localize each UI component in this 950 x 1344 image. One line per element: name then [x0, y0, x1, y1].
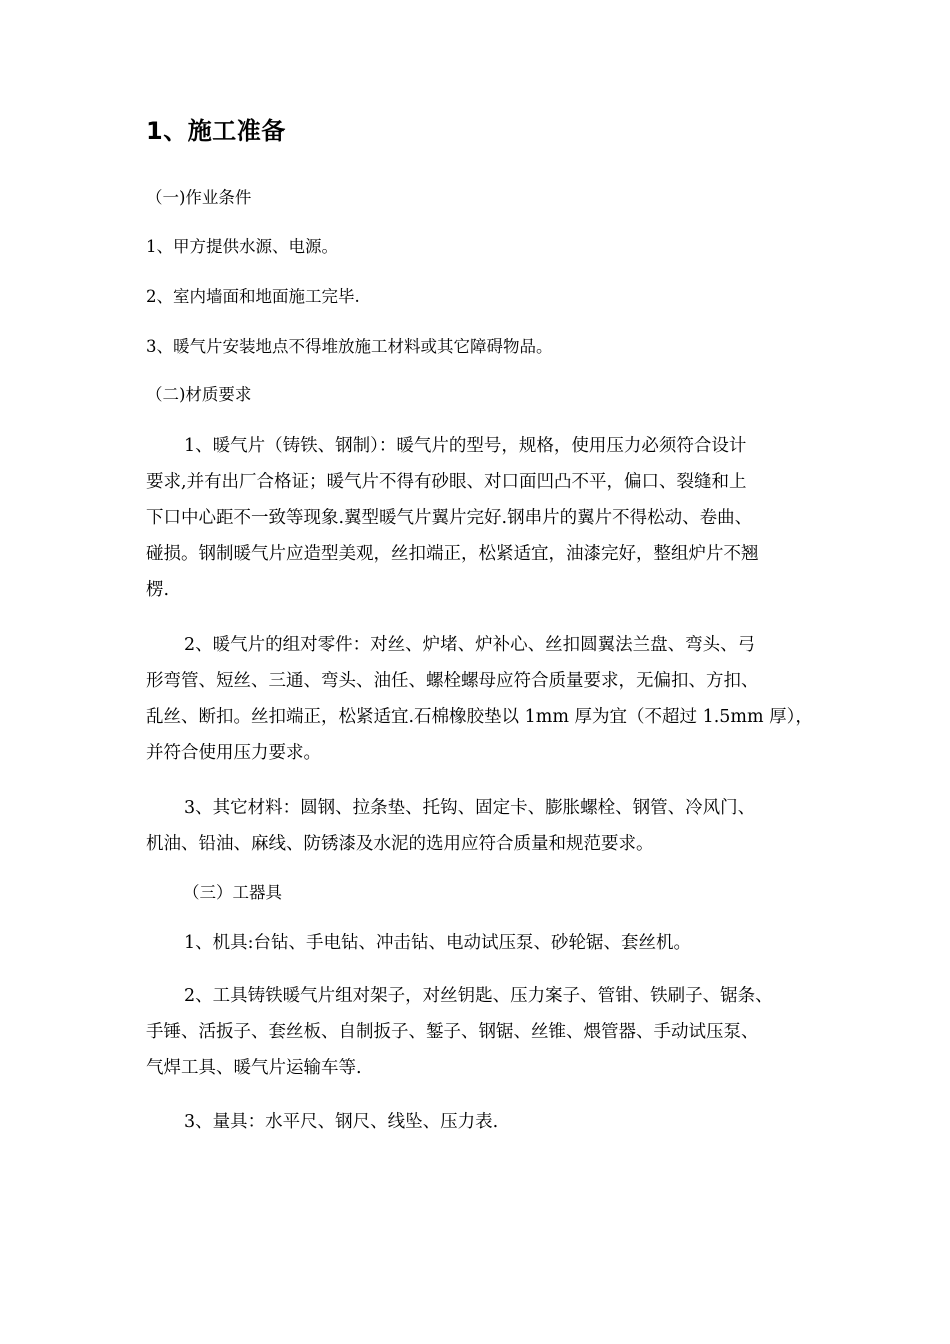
- condition-item: 3、暖气片安装地点不得堆放施工材料或其它障碍物品。: [146, 337, 553, 356]
- paragraph-line: 机油、铅油、麻线、防锈漆及水泥的选用应符合质量和规范要求。: [146, 834, 654, 854]
- paragraph-line: 乱丝、断扣。丝扣端正，松紧适宜.石棉橡胶垫以 1mm 厚为宜（不超过 1.5mm 厚），: [146, 707, 813, 727]
- paragraph-line: 3、其它材料：圆钢、拉条垫、托钩、固定卡、膨胀螺栓、钢管、冷风门、: [184, 798, 756, 818]
- paragraph-line: 2、暖气片的组对零件：对丝、炉堵、炉补心、丝扣圆翼法兰盘、弯头、弓: [184, 635, 756, 655]
- material-paragraph: [146, 428, 826, 608]
- tools-paragraph: [146, 925, 826, 961]
- tools-paragraph: [146, 1104, 826, 1140]
- section-heading-work-conditions: （一)作业条件: [146, 188, 252, 207]
- paragraph-line: 楞.: [146, 580, 170, 600]
- page-title: 1、施工准备: [146, 117, 286, 145]
- condition-item: 1、甲方提供水源、电源。: [146, 237, 338, 256]
- paragraph-line: 碰损。钢制暖气片应造型美观，丝扣端正，松紧适宜，油漆完好，整组炉片不翘: [146, 544, 759, 564]
- tools-paragraph: [146, 978, 826, 1086]
- section-heading-material-requirements: （二)材质要求: [146, 385, 252, 404]
- material-paragraph: [146, 790, 826, 862]
- paragraph-line: 并符合使用压力要求。: [146, 743, 321, 763]
- paragraph-line: 要求,并有出厂合格证；暖气片不得有砂眼、对口面凹凸不平，偏口、裂缝和上: [146, 472, 747, 492]
- paragraph-line: 下口中心距不一致等现象.翼型暖气片翼片完好.钢串片的翼片不得松动、卷曲、: [146, 508, 753, 528]
- paragraph-line: 2、工具铸铁暖气片组对架子，对丝钥匙、压力案子、管钳、铁刷子、锯条、: [184, 986, 773, 1006]
- paragraph-line: 气焊工具、暖气片运输车等.: [146, 1058, 362, 1078]
- paragraph-line: 3、量具：水平尺、钢尺、线坠、压力表.: [184, 1112, 499, 1132]
- paragraph-line: 形弯管、短丝、三通、弯头、油任、螺栓螺母应符合质量要求，无偏扣、方扣、: [146, 671, 759, 691]
- paragraph-line: 手锤、活扳子、套丝板、自制扳子、錾子、钢锯、丝锥、煨管器、手动试压泵、: [146, 1022, 759, 1042]
- section-heading-tools: （三）工器具: [183, 883, 282, 902]
- material-paragraph: [146, 627, 826, 771]
- condition-item: 2、室内墙面和地面施工完毕.: [146, 287, 360, 306]
- paragraph-line: 1、机具:台钻、手电钻、冲击钻、电动试压泵、砂轮锯、套丝机。: [184, 933, 692, 953]
- paragraph-line: 1、暖气片（铸铁、钢制）：暖气片的型号，规格，使用压力必须符合设计: [184, 436, 747, 456]
